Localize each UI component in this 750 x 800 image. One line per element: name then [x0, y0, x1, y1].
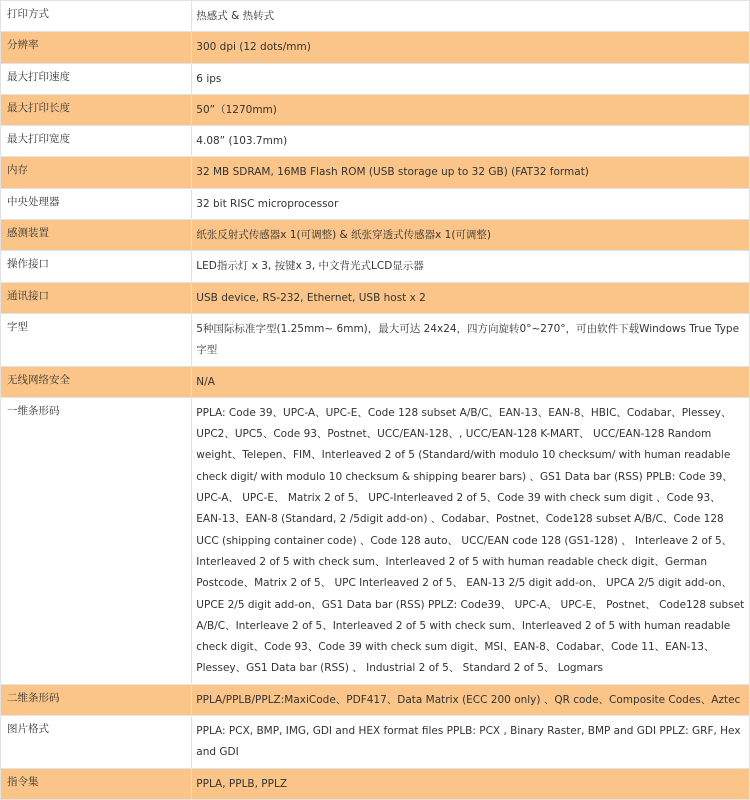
spec-value: 32 bit RISC microprocessor [192, 188, 750, 219]
spec-value: 纸张反射式传感器x 1(可调整) & 纸张穿透式传感器x 1(可调整) [192, 220, 750, 251]
spec-row-command-set [1, 768, 750, 799]
spec-row-max-length [1, 94, 750, 125]
spec-label: 字型 [1, 313, 192, 366]
spec-label: 一维条形码 [1, 397, 192, 684]
spec-row-image-formats [1, 716, 750, 769]
spec-value: N/A [192, 366, 750, 397]
spec-value: PPLA: PCX, BMP, IMG, GDI and HEX format files PPLB: PCX , Binary Raster, BMP and GDI PPLZ: GRF, Hex and GDI [192, 716, 750, 769]
spec-label: 感测装置 [1, 220, 192, 251]
spec-row-max-speed [1, 63, 750, 94]
spec-value: 6 ips [192, 63, 750, 94]
spec-row-sensors [1, 220, 750, 251]
spec-row-operation-interface [1, 251, 750, 282]
spec-value: PPLA, PPLB, PPLZ [192, 768, 750, 799]
spec-label: 打印方式 [1, 1, 192, 32]
spec-value: 50”（1270mm) [192, 94, 750, 125]
spec-value: 300 dpi (12 dots/mm) [192, 32, 750, 63]
spec-label: 通讯接口 [1, 282, 192, 313]
spec-label: 最大打印长度 [1, 94, 192, 125]
spec-label: 最大打印宽度 [1, 126, 192, 157]
spec-value: PPLA: Code 39、UPC-A、UPC-E、Code 128 subset A/B/C、EAN-13、EAN-8、HBIC、Codabar、Plessey、UPC2、UPC5、Code 93、Postnet、UCC/EAN-128、, UCC/EAN-128 K-MART、 UCC/EAN-128 Random weight、Telepen、FIM、Interleaved 2 of 5 (Standard/with modulo 10 checksum/ with human readable check digit/ with modulo 10 checksum & shipping bearer bars) 、GS1 Data bar (RSS) PPLB: Code 39、 UPC-A、 UPC-E、 Matrix 2 of 5、 UPC-Interleaved 2 of 5、Code 39 with check sum digit 、Code 93、EAN-13、EAN-8 (Standard, 2 /5digit add-on) 、Codabar、Postnet、Code128 subset A/B/C、Code 128 UCC (shipping container code) 、Code 128 auto、 UCC/EAN code 128 (GS1-128) 、 Interleave 2 of 5、Interleaved 2 of 5 with check sum、Interleaved 2 of 5 with human readable check digit、German Postcode、Matrix 2 of 5、 UPC Interleaved 2 of 5、 EAN-13 2/5 digit add-on、 UPCA 2/5 digit add-on、UPCE 2/5 digit add-on、GS1 Data bar (RSS) PPLZ: Code39、 UPC-A、 UPC-E、 Postnet、 Code128 subset A/B/C、Interleave 2 of 5、Interleaved 2 of 5 with check sum、Interleaved 2 of 5 with human readable check digit、Code 93、Code 39 with check sum digit、MSI、EAN-8、Codabar、Code 11、EAN-13、Plessey、GS1 Data bar (RSS) 、 Industrial 2 of 5、 Standard 2 of 5、 Logmars [192, 397, 750, 684]
spec-row-2d-barcodes [1, 684, 750, 715]
spec-label: 内存 [1, 157, 192, 188]
spec-row-max-width [1, 126, 750, 157]
spec-row-print-method [1, 1, 750, 32]
spec-label: 最大打印速度 [1, 63, 192, 94]
spec-row-1d-barcodes [1, 397, 750, 684]
spec-row-memory [1, 157, 750, 188]
spec-label: 图片格式 [1, 716, 192, 769]
spec-value: PPLA/PPLB/PPLZ:MaxiCode、PDF417、Data Matrix (ECC 200 only) 、QR code、Composite Codes、Aztec [192, 684, 750, 715]
spec-label: 操作接口 [1, 251, 192, 282]
spec-row-fonts [1, 313, 750, 366]
spec-row-resolution [1, 32, 750, 63]
spec-row-cpu [1, 188, 750, 219]
spec-value: 5种国际标准字型(1.25mm~ 6mm)，最大可达 24x24，四方向旋转0°~270°，可由软件下载Windows True Type 字型 [192, 313, 750, 366]
spec-label: 二维条形码 [1, 684, 192, 715]
spec-row-wireless-security [1, 366, 750, 397]
spec-label: 中央处理器 [1, 188, 192, 219]
spec-value: LED指示灯 x 3, 按键x 3, 中文背光式LCD显示器 [192, 251, 750, 282]
spec-value: USB device, RS-232, Ethernet, USB host x 2 [192, 282, 750, 313]
spec-label: 无线网络安全 [1, 366, 192, 397]
spec-value: 热感式 & 热转式 [192, 1, 750, 32]
spec-value: 4.08” (103.7mm) [192, 126, 750, 157]
spec-row-communication-interface [1, 282, 750, 313]
spec-label: 分辨率 [1, 32, 192, 63]
spec-label: 指令集 [1, 768, 192, 799]
spec-value: 32 MB SDRAM, 16MB Flash ROM (USB storage up to 32 GB) (FAT32 format) [192, 157, 750, 188]
